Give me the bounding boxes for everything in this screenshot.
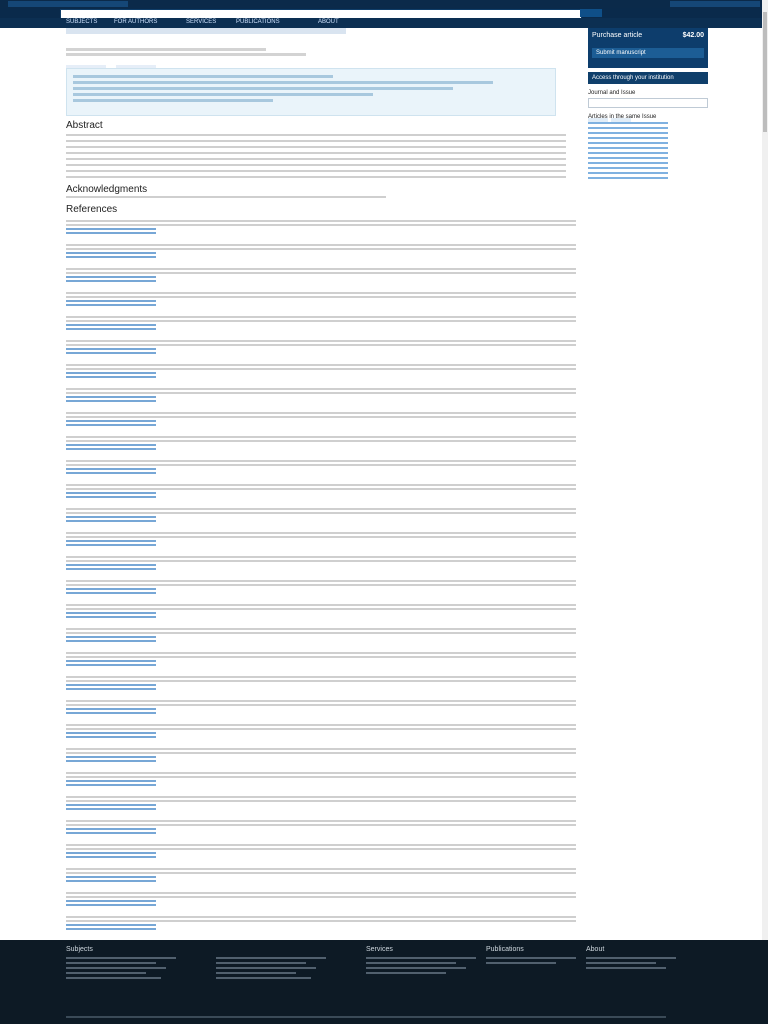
reference-item	[66, 772, 576, 796]
scrollbar-thumb[interactable]	[763, 12, 767, 132]
reference-item	[66, 796, 576, 820]
issue-article-link[interactable]	[588, 162, 668, 164]
footer-subjects-2	[216, 946, 346, 1010]
reference-item	[66, 820, 576, 844]
reference-item	[66, 508, 576, 532]
reference-item	[66, 628, 576, 652]
nav-publications[interactable]: PUBLICATIONS	[236, 19, 280, 25]
right-sidebar	[588, 28, 708, 960]
article-action-buttons	[66, 58, 206, 64]
reference-item	[66, 652, 576, 676]
same-issue-section	[588, 114, 708, 182]
footer-bottom-bar	[66, 1016, 666, 1018]
reference-item	[66, 916, 576, 940]
footer-columns	[66, 946, 706, 1018]
footer-subjects: Subjects	[66, 946, 196, 1010]
references-heading: References	[66, 204, 118, 215]
reference-item	[66, 388, 576, 412]
main-content	[66, 28, 582, 960]
reference-item	[66, 892, 576, 916]
purchase-button[interactable]: Submit manuscript	[592, 48, 704, 58]
reference-item	[66, 292, 576, 316]
reference-item	[66, 700, 576, 724]
article-title	[66, 36, 582, 48]
access-notice	[66, 68, 556, 116]
reference-item	[66, 268, 576, 292]
site-footer	[0, 940, 768, 1024]
reference-item	[66, 556, 576, 580]
reference-item	[66, 532, 576, 556]
breadcrumb	[66, 28, 582, 36]
issue-article-link[interactable]	[588, 152, 668, 154]
reference-item	[66, 484, 576, 508]
reference-item	[66, 580, 576, 604]
reference-item	[66, 364, 576, 388]
search-bar	[0, 8, 768, 18]
reference-item	[66, 604, 576, 628]
nav-services[interactable]: SERVICES	[186, 19, 217, 25]
search-button[interactable]	[580, 9, 602, 17]
reference-item	[66, 412, 576, 436]
issue-article-link[interactable]	[588, 137, 668, 139]
article-meta	[66, 48, 582, 68]
institution-access-button[interactable]: Access through your institution	[588, 72, 708, 84]
issue-article-link[interactable]	[588, 122, 668, 124]
acknowledgments-heading: Acknowledgments	[66, 184, 148, 195]
issue-article-link[interactable]	[588, 127, 668, 129]
reference-item	[66, 460, 576, 484]
reference-item	[66, 220, 576, 244]
nav-subjects[interactable]: SUBJECTS	[66, 19, 98, 25]
reference-item	[66, 340, 576, 364]
nav-for-authors[interactable]: FOR AUTHORS	[114, 19, 158, 25]
journal-issue-label: Journal and Issue	[588, 90, 636, 96]
reference-item	[66, 724, 576, 748]
issue-article-link[interactable]	[588, 142, 668, 144]
issue-article-link[interactable]	[588, 147, 668, 149]
same-issue-heading: Articles in the same Issue	[588, 114, 657, 120]
issue-article-link[interactable]	[588, 167, 668, 169]
issue-article-link[interactable]	[588, 177, 668, 179]
reference-item	[66, 676, 576, 700]
main-nav	[0, 18, 768, 28]
reference-item	[66, 868, 576, 892]
breadcrumb-bar	[66, 28, 346, 34]
purchase-card	[588, 28, 708, 68]
footer-about: About	[586, 946, 716, 1010]
reference-item	[66, 436, 576, 460]
top-strip	[0, 0, 768, 8]
reference-item	[66, 748, 576, 772]
reference-item	[66, 244, 576, 268]
journal-search-input[interactable]	[588, 98, 708, 108]
abstract-heading: Abstract	[66, 120, 103, 131]
issue-article-link[interactable]	[588, 172, 668, 174]
reference-item	[66, 844, 576, 868]
reference-item	[66, 316, 576, 340]
top-strip-right	[670, 1, 760, 7]
issue-article-link[interactable]	[588, 157, 668, 159]
nav-about[interactable]: ABOUT	[318, 19, 339, 25]
scrollbar[interactable]	[762, 0, 768, 940]
footer-services: Services	[366, 946, 496, 1010]
issue-article-link[interactable]	[588, 132, 668, 134]
price-value: $42.00	[682, 32, 704, 39]
footer-publications: Publications	[486, 946, 616, 1010]
top-strip-left	[8, 1, 128, 7]
purchase-label: Purchase article	[592, 32, 643, 39]
